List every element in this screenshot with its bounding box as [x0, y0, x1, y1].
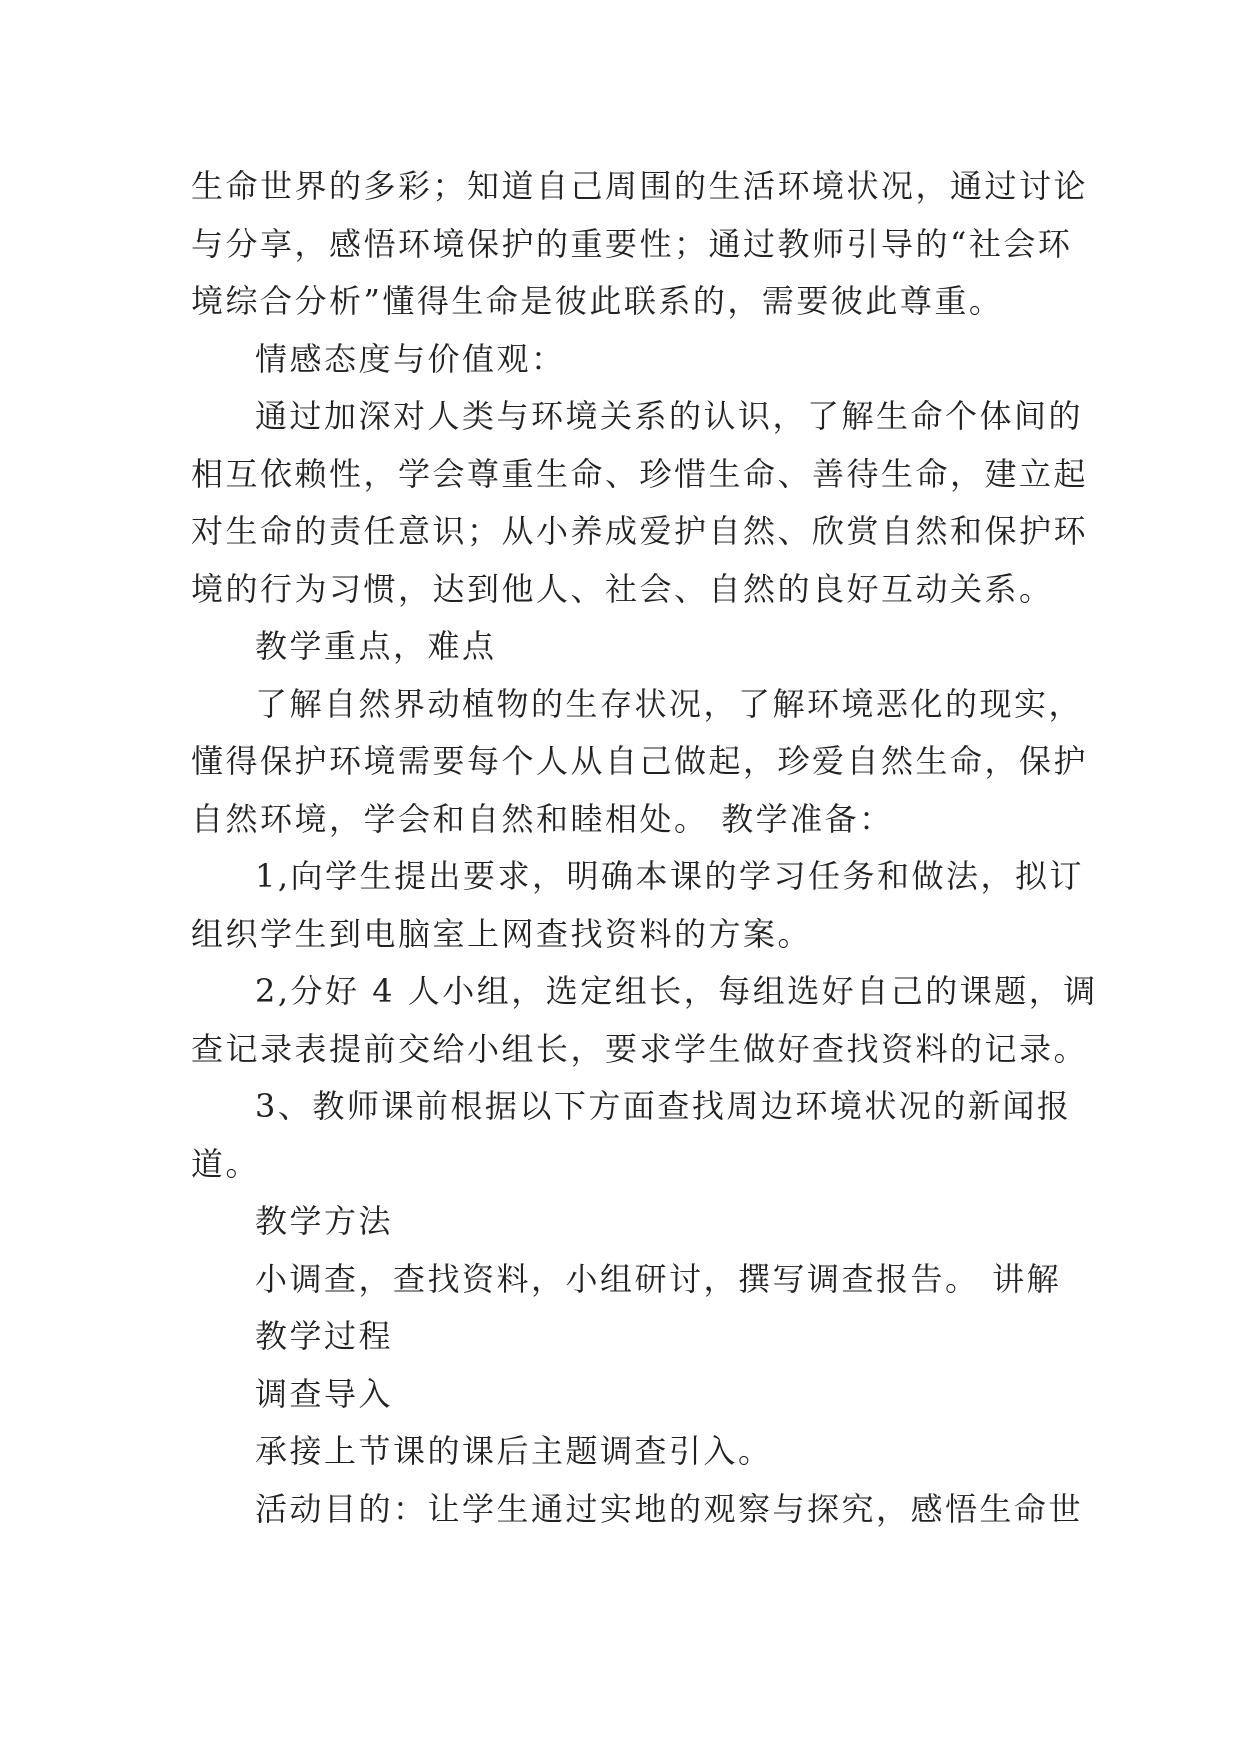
- paragraph-prep-3: [191, 1078, 1072, 1193]
- text-line: 小调查，查找资料，小组研讨，撰写调查报告。 讲解: [255, 1259, 1062, 1298]
- paragraph-activity-goal: [191, 1481, 1084, 1539]
- document-page: [191, 158, 1098, 1538]
- text-line: 调查导入: [255, 1374, 394, 1413]
- text-line: 情感态度与价值观：: [255, 339, 566, 378]
- text-line: 对生命的责任意识；从小养成爱护自然、欣赏自然和保护环: [191, 512, 1089, 550]
- text-line: 境综合分析”懂得生命是彼此联系的，需要彼此尊重。: [191, 282, 1004, 320]
- heading-emotion-values: [191, 331, 1051, 389]
- heading-methods: [191, 1193, 1051, 1251]
- text-line: 懂得保护环境需要每个人从自己做起，珍爱自然生命，保护: [191, 742, 1089, 780]
- text-line: 生命世界的多彩；知道自己周围的生活环境状况，通过讨论: [191, 167, 1089, 205]
- heading-process: [191, 1308, 1051, 1366]
- text-line: 与分享，感悟环境保护的重要性；通过教师引导的“社会环: [191, 224, 1073, 263]
- paragraph-key-points: [191, 676, 1089, 849]
- text-line: 境的行为习惯，达到他人、社会、自然的良好互动关系。: [191, 569, 1054, 608]
- text-line: 2,分好 4 人小组，选定组长，每组选好自己的课题，调: [255, 972, 1098, 1010]
- text-line: 了解自然界动植物的生存状况，了解环境恶化的现实，: [255, 684, 1084, 723]
- text-line: 教学重点，难点: [255, 627, 497, 665]
- heading-survey-intro: [191, 1366, 1051, 1424]
- text-line: 教学方法: [255, 1202, 394, 1240]
- text-line: 相互依赖性，学会尊重生命、珍惜生命、善待生命，建立起: [191, 454, 1089, 493]
- paragraph-methods: [191, 1251, 1062, 1309]
- text-line: 教学过程: [255, 1317, 394, 1355]
- text-line: 活动目的：让学生通过实地的观察与探究，感悟生命世: [255, 1489, 1084, 1528]
- text-line: 组织学生到电脑室上网查找资料的方案。: [191, 914, 813, 953]
- paragraph-survey-intro: [191, 1423, 1051, 1481]
- paragraph-prep-1: [191, 848, 1085, 963]
- text-line: 查记录表提前交给小组长，要求学生做好查找资料的记录。: [191, 1029, 1089, 1068]
- text-line: 自然环境，学会和自然和睦相处。 教学准备：: [191, 799, 894, 838]
- paragraph-prep-2: [191, 963, 1098, 1078]
- text-line: 3、教师课前根据以下方面查找周边环境状况的新闻报: [255, 1087, 1072, 1125]
- text-line: 1,向学生提出要求，明确本课的学习任务和做法，拟订: [255, 857, 1085, 895]
- text-line: 道。: [191, 1144, 261, 1183]
- text-line: 通过加深对人类与环境关系的认识，了解生命个体间的: [255, 397, 1084, 435]
- paragraph-continued-intro: [191, 158, 1089, 331]
- text-line: 承接上节课的课后主题调查引入。: [255, 1432, 773, 1470]
- heading-key-points: [191, 618, 1051, 676]
- paragraph-emotion-values: [191, 388, 1089, 618]
